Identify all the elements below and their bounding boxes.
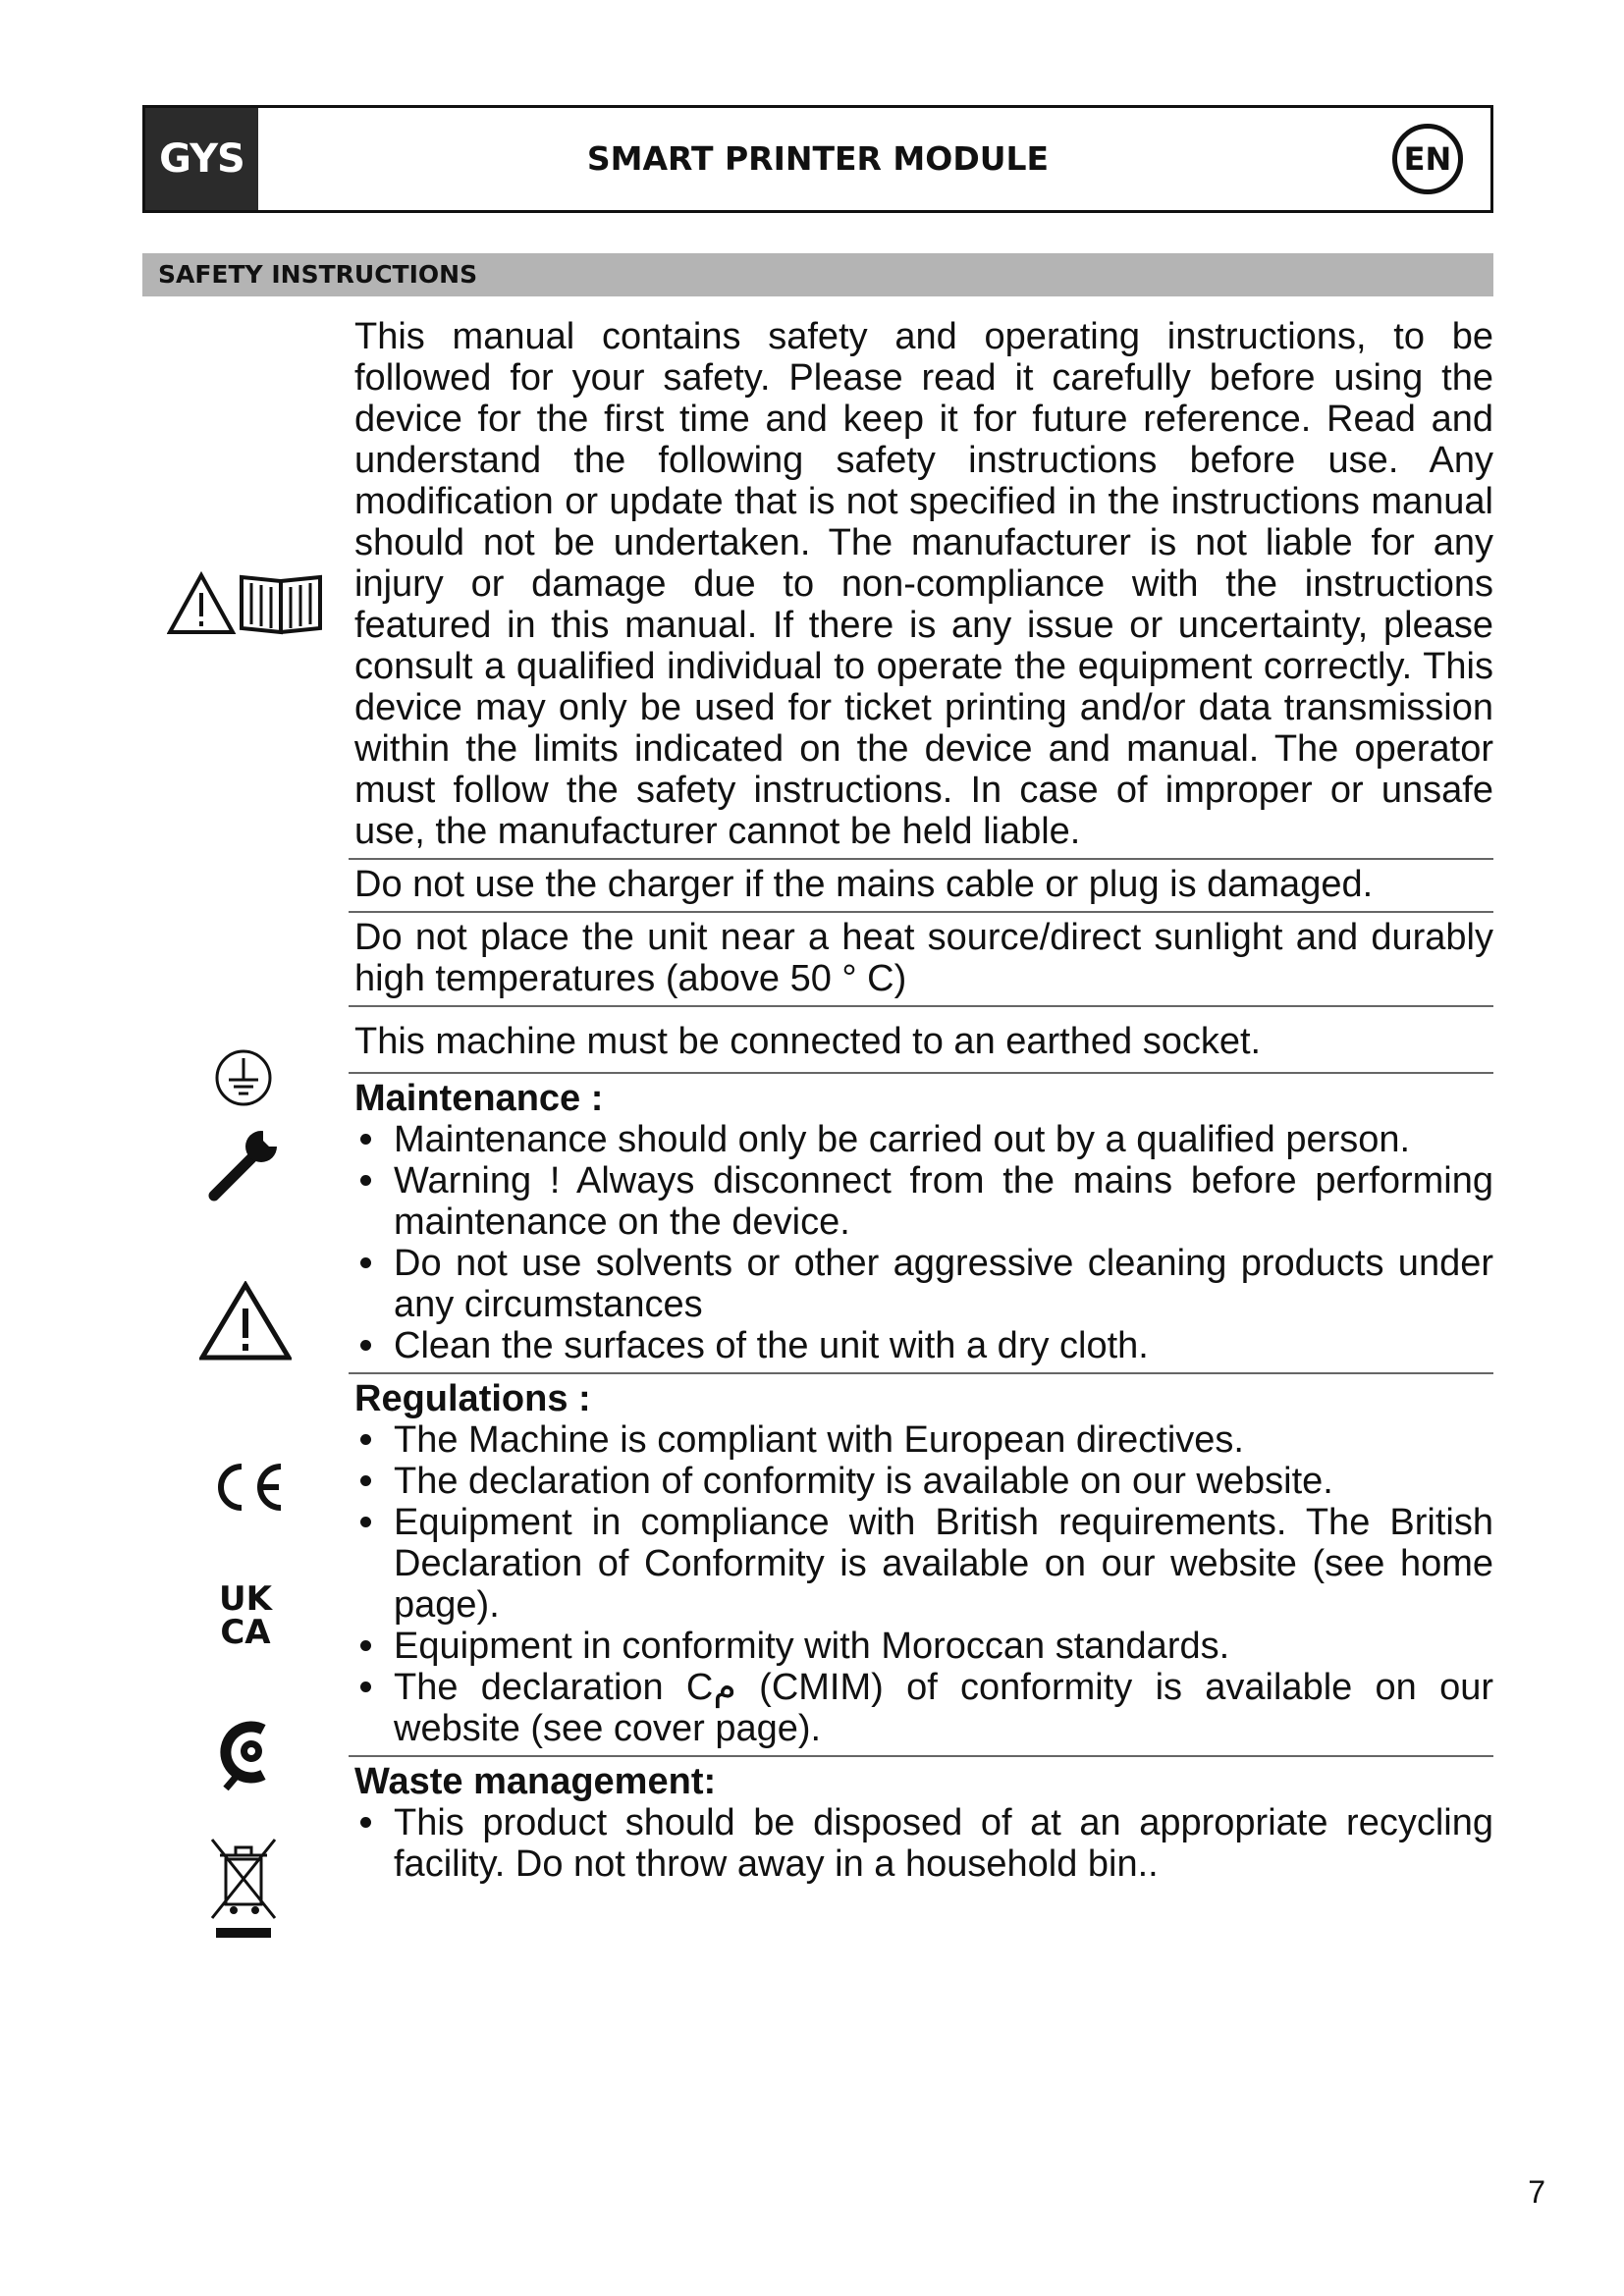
gys-logo: GYS xyxy=(145,108,258,210)
section-title: SAFETY INSTRUCTIONS xyxy=(158,260,478,289)
ukca-line-uk: UK xyxy=(219,1579,272,1619)
intro-block xyxy=(349,312,1493,860)
list-item: Warning ! Always disconnect from the mains before performing maintenance on the device. xyxy=(354,1160,1493,1243)
regulations-list xyxy=(354,1419,1493,1749)
charger-warning: Do not use the charger if the mains cable or plug is damaged. xyxy=(354,864,1374,905)
list-item: Maintenance should only be carried out by a qualified person. xyxy=(354,1119,1493,1160)
ukca-line-ca: CA xyxy=(220,1613,271,1652)
list-item: Equipment in compliance with British requirements. The British Declaration of Conformity is available on our website (see home page). xyxy=(354,1502,1493,1626)
maintenance-heading: Maintenance : xyxy=(354,1078,604,1119)
ukca-mark-icon xyxy=(206,1579,285,1652)
list-item: Equipment in conformity with Moroccan standards. xyxy=(354,1626,1493,1667)
ce-mark-icon xyxy=(208,1461,287,1514)
maintenance-list xyxy=(354,1119,1493,1366)
earth-warning-block xyxy=(349,1007,1493,1074)
weee-bin-icon xyxy=(204,1832,283,1949)
list-item: The declaration Cم (CMIM) of conformity is available on our website (see cover page). xyxy=(354,1667,1493,1749)
charger-warning-block xyxy=(349,860,1493,913)
wrench-icon xyxy=(204,1127,283,1205)
language-badge: EN xyxy=(1392,124,1463,194)
heat-warning: Do not place the unit near a heat source/direct sunlight and durably high temperatures (above 50 ° C) xyxy=(354,917,1493,999)
waste-heading: Waste management: xyxy=(354,1761,717,1802)
earth-warning: This machine must be connected to an earthed socket. xyxy=(354,1021,1262,1062)
list-item: This product should be disposed of at an appropriate recycling facility. Do not throw away in a household bin.. xyxy=(354,1802,1493,1885)
waste-block xyxy=(349,1757,1493,1891)
warning-icon xyxy=(199,1281,292,1362)
regulations-block xyxy=(349,1374,1493,1757)
maintenance-block xyxy=(349,1074,1493,1374)
safety-content xyxy=(349,312,1493,1891)
page-number: 7 xyxy=(1528,2174,1545,2210)
warning-read-manual-icon xyxy=(167,569,324,638)
ce-mark-text: CE xyxy=(208,1461,210,1462)
document-header xyxy=(142,105,1493,213)
list-item: Clean the surfaces of the unit with a dry cloth. xyxy=(354,1325,1493,1366)
section-header xyxy=(142,253,1493,296)
intro-paragraph: This manual contains safety and operating instructions, to be followed for your safety. Please read it carefully before using the device for the first time and keep it for future reference. Read and understand the following safety instructions before use. Any modification or update that is not specified in the instructions manual should not be undertaken. The manufacturer is not liable for any injury or damage due to non-compliance with the instructions featured in this manual. If there is any issue or uncertainty, please consult a qualified individual to operate the equipment correctly. This device may only be used for ticket printing and/or data transmission within the limits indicated on the device and manual. The operator must follow the safety instructions. In case of improper or unsafe use, the manufacturer cannot be held liable. xyxy=(354,316,1493,852)
list-item: The declaration of conformity is available on our website. xyxy=(354,1461,1493,1502)
regulations-heading: Regulations : xyxy=(354,1378,591,1419)
earth-ground-icon xyxy=(214,1048,273,1107)
waste-list xyxy=(354,1802,1493,1885)
list-item: Do not use solvents or other aggressive cleaning products under any circumstances xyxy=(354,1243,1493,1325)
list-item: The Machine is compliant with European directives. xyxy=(354,1419,1493,1461)
document-title: SMART PRINTER MODULE xyxy=(586,139,1050,178)
cmim-mark-icon xyxy=(216,1720,279,1790)
heat-warning-block xyxy=(349,913,1493,1007)
